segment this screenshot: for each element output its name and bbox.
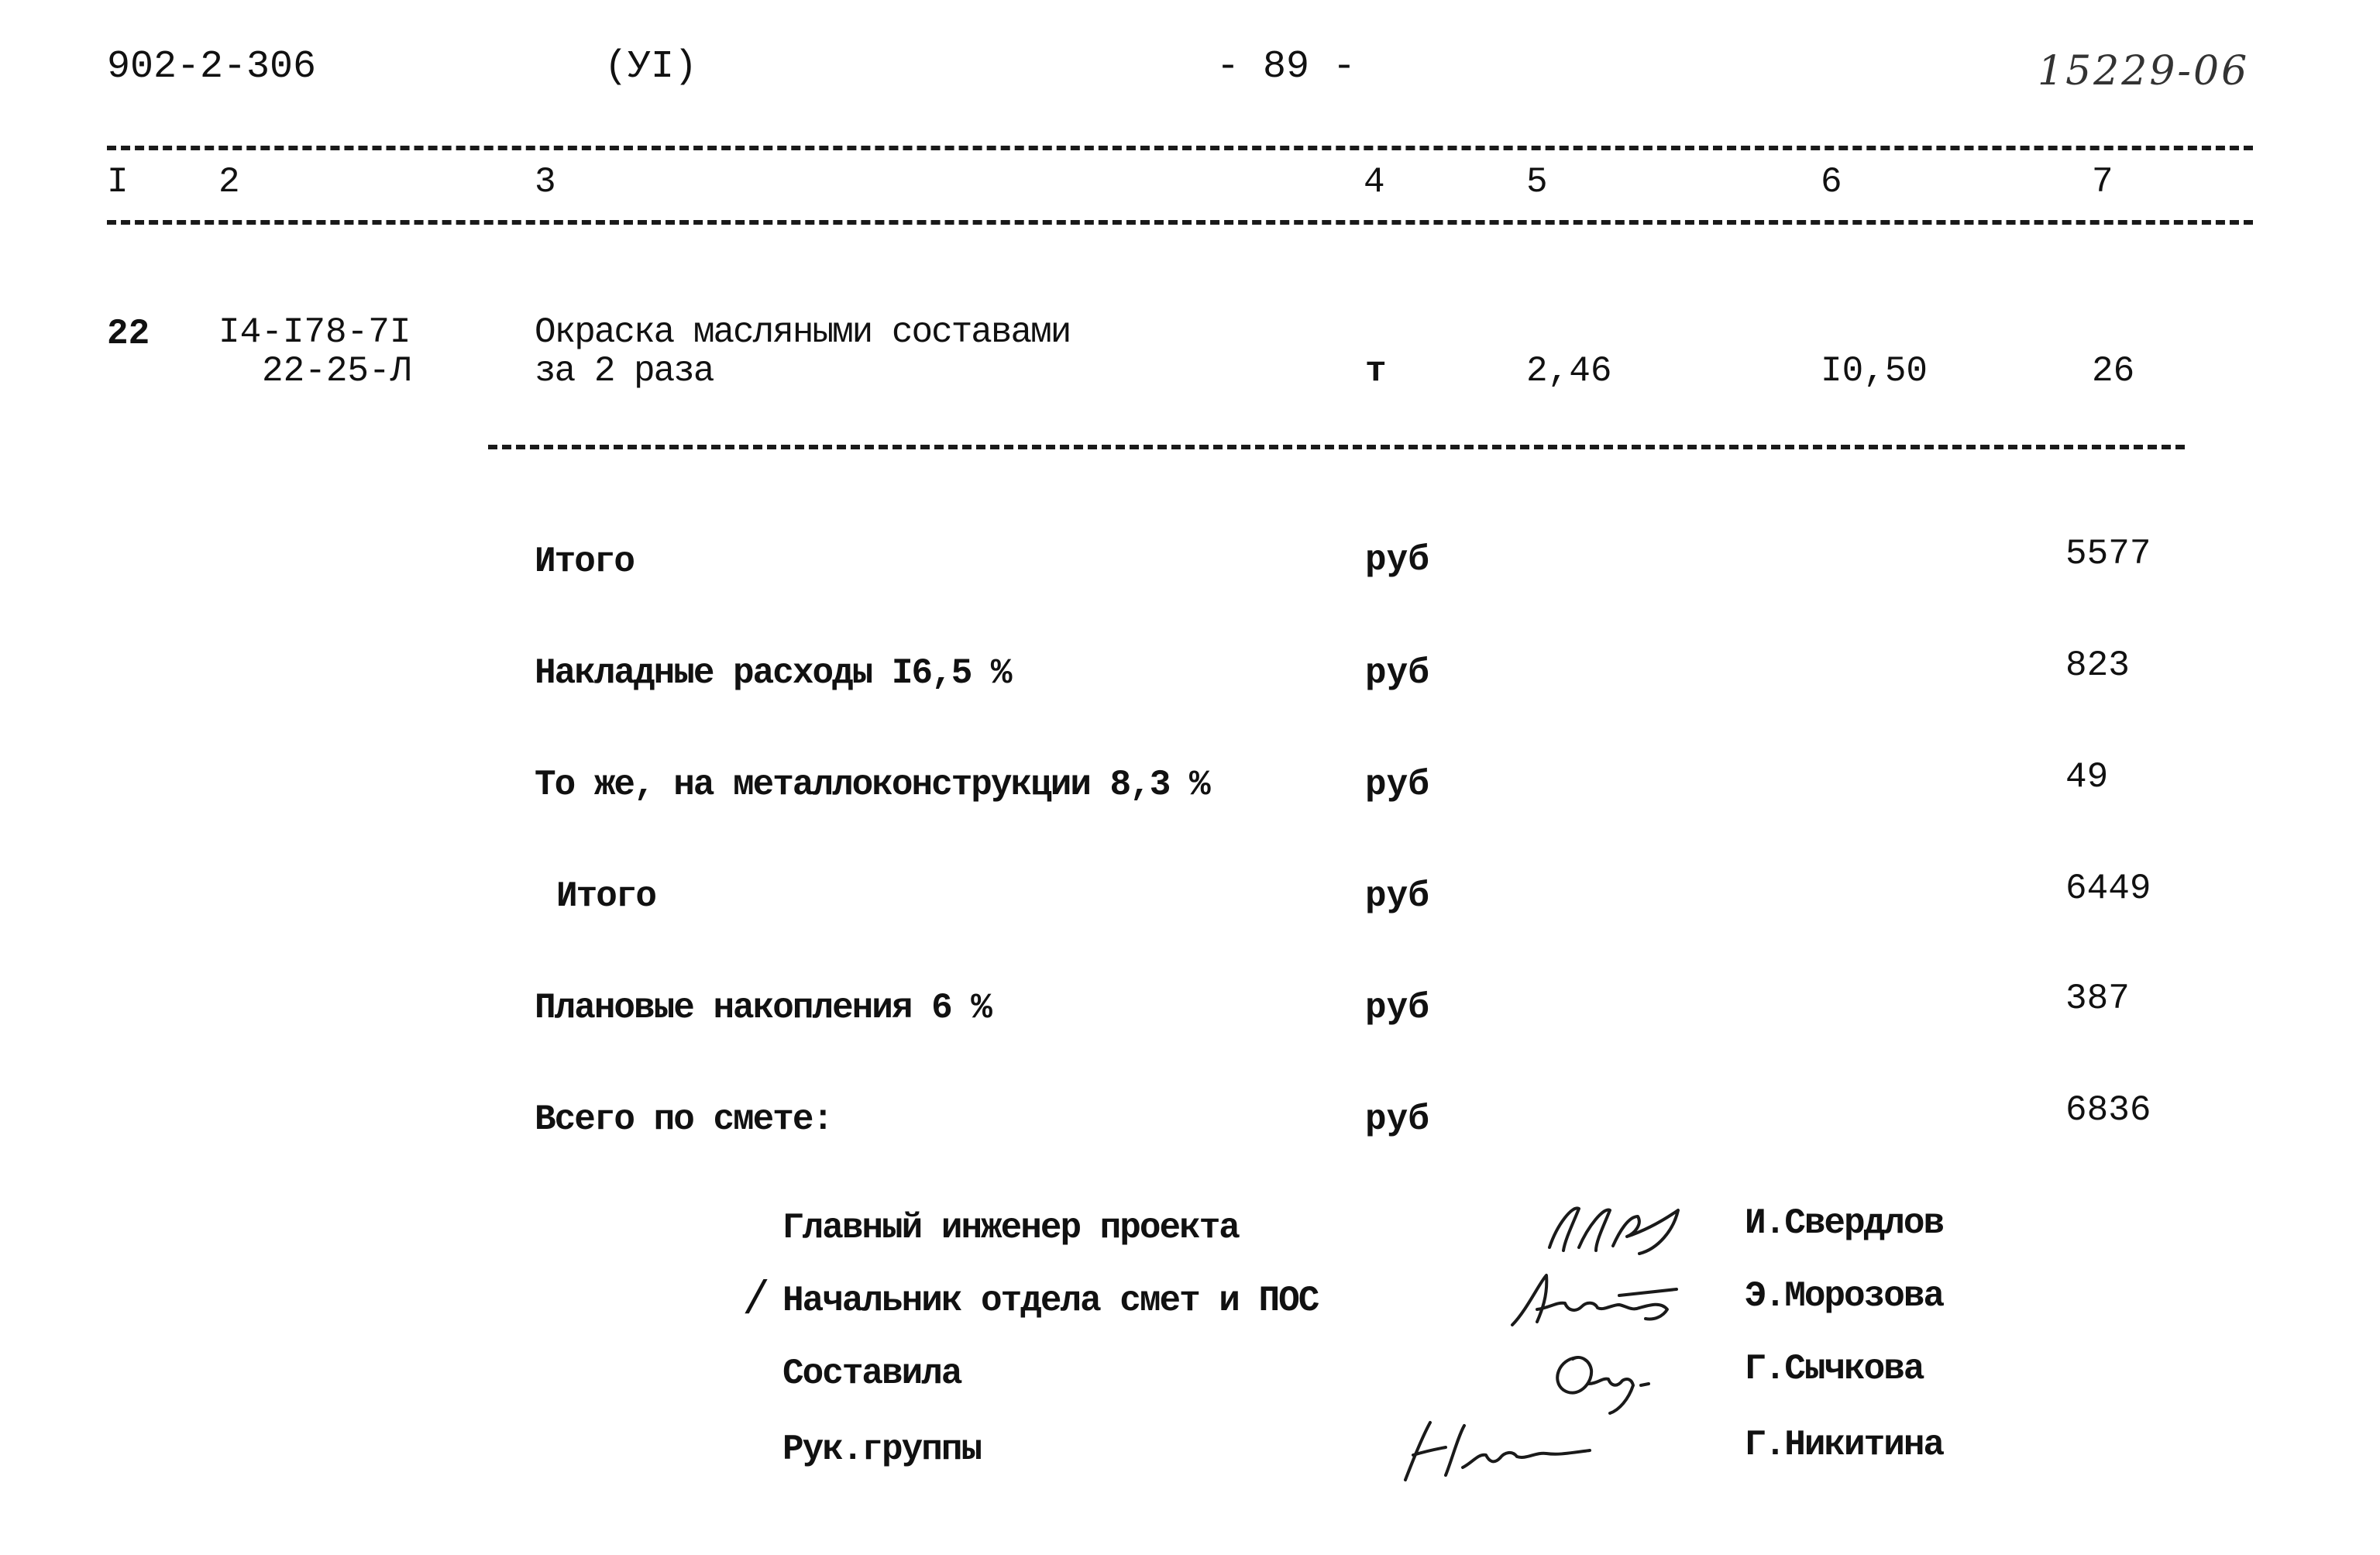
header-bottom-rule — [107, 220, 2253, 225]
signature-name-chief-engineer: И.Свердлов — [1745, 1203, 1944, 1244]
item-quantity: 2,46 — [1526, 351, 1612, 391]
summary-unit-total: руб — [1365, 876, 1429, 917]
signature-department-head-mark — [1503, 1264, 1697, 1334]
item-rule — [488, 445, 2185, 449]
signature-role-group-lead: Рук.группы — [782, 1429, 982, 1470]
item-total: 26 — [2092, 351, 2135, 391]
summary-label-grand-total: Всего по смете: — [535, 1099, 833, 1140]
column-number-2: 2 — [218, 162, 240, 202]
summary-value-total: 6449 — [2065, 869, 2151, 909]
archive-number: 15229-06 — [2038, 48, 2250, 95]
column-number-6: 6 — [1821, 162, 1842, 202]
summary-value-subtotal: 5577 — [2065, 534, 2151, 574]
signature-name-department-head: Э.Морозова — [1745, 1276, 1944, 1316]
column-number-5: 5 — [1526, 162, 1548, 202]
signature-role-chief-engineer: Главный инженер проекта — [782, 1208, 1239, 1248]
summary-label-planned-savings: Плановые накопления 6 % — [535, 988, 991, 1028]
header-top-rule — [107, 146, 2253, 150]
summary-label-overhead: Накладные расходы I6,5 % — [535, 653, 1011, 693]
item-description: Окраска масляными составами — [535, 312, 1071, 353]
item-code: I4-I78-7I — [218, 312, 411, 353]
summary-value-metal-overhead: 49 — [2065, 757, 2109, 797]
summary-value-grand-total: 6836 — [2065, 1090, 2151, 1130]
summary-unit-planned-savings: руб — [1365, 988, 1429, 1028]
summary-unit-overhead: руб — [1365, 653, 1429, 693]
signature-chief-engineer-mark — [1542, 1193, 1712, 1263]
slash-mark: / — [742, 1275, 771, 1328]
summary-label-metal-overhead: То же, на металлоконструкции 8,3 % — [535, 765, 1209, 805]
summary-value-planned-savings: 387 — [2065, 979, 2130, 1019]
item-number: 22 — [107, 314, 150, 354]
summary-label-subtotal: Итого — [535, 542, 635, 582]
item-description-cont: за 2 раза — [535, 351, 714, 391]
summary-value-overhead: 823 — [2065, 645, 2130, 686]
signature-name-compiler: Г.Сычкова — [1745, 1349, 1924, 1389]
document-code: 902-2-306 — [107, 45, 317, 89]
item-unit: т — [1365, 351, 1387, 391]
summary-unit-subtotal: руб — [1365, 540, 1429, 580]
column-number-3: 3 — [535, 162, 556, 202]
column-number-1: I — [107, 162, 129, 202]
summary-unit-grand-total: руб — [1365, 1099, 1429, 1140]
signature-role-compiler: Составила — [782, 1354, 961, 1394]
column-number-7: 7 — [2092, 162, 2113, 202]
page-number: - 89 - — [1216, 45, 1357, 89]
signature-group-lead-mark — [1395, 1405, 1619, 1491]
column-number-4: 4 — [1364, 162, 1385, 202]
item-code-secondary: 22-25-Л — [262, 351, 412, 391]
summary-unit-metal-overhead: руб — [1365, 765, 1429, 805]
signature-name-group-lead: Г.Никитина — [1745, 1425, 1944, 1465]
signature-role-department-head: Начальник отдела смет и ПОС — [782, 1281, 1319, 1321]
summary-label-total: Итого — [556, 876, 656, 917]
item-unit-price: I0,50 — [1821, 351, 1928, 391]
section-label: (УI) — [604, 45, 698, 89]
